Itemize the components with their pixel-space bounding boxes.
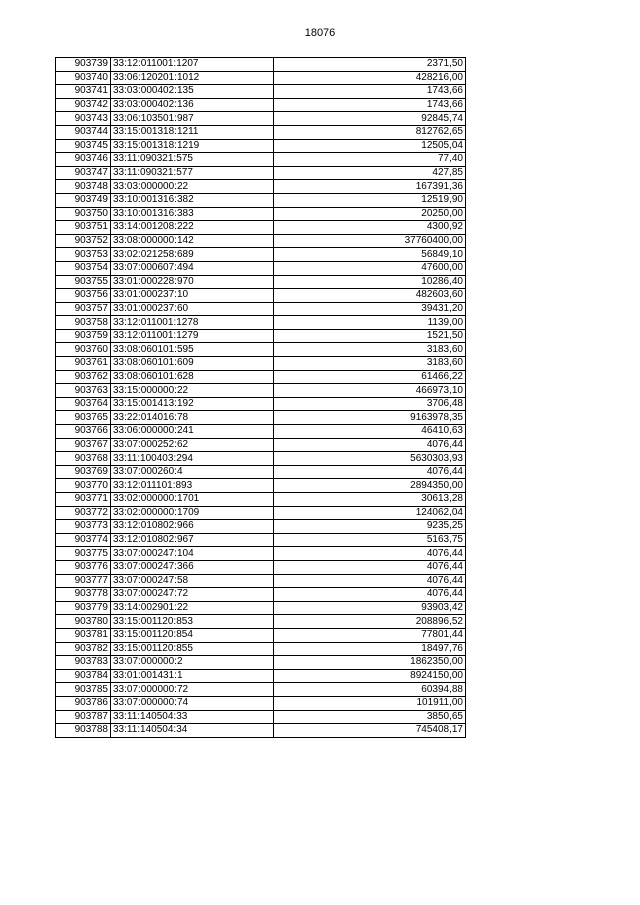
table-row [56,588,466,602]
cadastral-number-cell: 33:06:120201:1012 [111,71,274,85]
cadastral-value-cell: 60394,88 [274,683,466,697]
cadastral-value-cell: 9163978,35 [274,411,466,425]
cadastral-number-cell: 33:11:140504:34 [111,724,274,738]
row-number-cell: 903770 [56,479,111,493]
table-row [56,397,466,411]
cadastral-number-cell: 33:15:001120:854 [111,628,274,642]
cadastral-number-cell: 33:02:000000:1701 [111,493,274,507]
table-row [56,560,466,574]
row-number-cell: 903743 [56,112,111,126]
table-row [56,112,466,126]
cadastral-value-cell: 812762,65 [274,125,466,139]
cadastral-value-cell: 61466,22 [274,370,466,384]
cadastral-number-cell: 33:07:000607:494 [111,261,274,275]
cadastral-value-cell: 101911,00 [274,696,466,710]
cadastral-number-cell: 33:08:060101:595 [111,343,274,357]
cadastral-value-cell: 47600,00 [274,261,466,275]
cadastral-number-cell: 33:11:090321:575 [111,153,274,167]
row-number-cell: 903758 [56,316,111,330]
cadastral-number-cell: 33:22:014016:78 [111,411,274,425]
table-row [56,425,466,439]
table-row [56,370,466,384]
row-number-cell: 903740 [56,71,111,85]
row-number-cell: 903766 [56,425,111,439]
cadastral-number-cell: 33:08:060101:609 [111,357,274,371]
table-row [56,207,466,221]
page-number: 18076 [304,27,336,39]
table-row [56,601,466,615]
cadastral-number-cell: 33:11:140504:33 [111,710,274,724]
table-row [56,628,466,642]
cadastral-value-cell: 1743,66 [274,85,466,99]
cadastral-value-cell: 1521,50 [274,329,466,343]
cadastral-value-cell: 5630303,93 [274,452,466,466]
table-row [56,384,466,398]
row-number-cell: 903759 [56,329,111,343]
table-row [56,642,466,656]
table-row [56,302,466,316]
table-row [56,493,466,507]
table-row [56,696,466,710]
cadastral-value-cell: 37760400,00 [274,234,466,248]
cadastral-value-cell: 167391,36 [274,180,466,194]
cadastral-number-cell: 33:11:100403:294 [111,452,274,466]
row-number-cell: 903741 [56,85,111,99]
cadastral-number-cell: 33:15:001120:855 [111,642,274,656]
cadastral-number-cell: 33:08:060101:628 [111,370,274,384]
cadastral-number-cell: 33:12:011001:1279 [111,329,274,343]
row-number-cell: 903780 [56,615,111,629]
cadastral-value-cell: 745408,17 [274,724,466,738]
row-number-cell: 903775 [56,547,111,561]
cadastral-value-cell: 56849,10 [274,248,466,262]
row-number-cell: 903765 [56,411,111,425]
cadastral-value-cell: 4076,44 [274,574,466,588]
cadastral-value-cell: 20250,00 [274,207,466,221]
cadastral-value-cell: 2371,50 [274,58,466,72]
table-row [56,574,466,588]
table-row [56,438,466,452]
table-row [56,547,466,561]
row-number-cell: 903757 [56,302,111,316]
row-number-cell: 903762 [56,370,111,384]
row-number-cell: 903753 [56,248,111,262]
cadastral-number-cell: 33:15:001413:192 [111,397,274,411]
cadastral-number-cell: 33:12:010802:966 [111,520,274,534]
cadastral-number-cell: 33:14:001208:222 [111,221,274,235]
table-row [56,248,466,262]
cadastral-number-cell: 33:01:000237:10 [111,289,274,303]
table-row [56,479,466,493]
cadastral-value-cell: 482603,60 [274,289,466,303]
row-number-cell: 903769 [56,465,111,479]
row-number-cell: 903774 [56,533,111,547]
table-row [56,234,466,248]
row-number-cell: 903787 [56,710,111,724]
cadastral-number-cell: 33:07:000000:72 [111,683,274,697]
row-number-cell: 903747 [56,166,111,180]
table-row [56,683,466,697]
cadastral-value-cell: 8924150,00 [274,669,466,683]
table-row [56,343,466,357]
row-number-cell: 903776 [56,560,111,574]
row-number-cell: 903778 [56,588,111,602]
table-row [56,316,466,330]
row-number-cell: 903777 [56,574,111,588]
cadastral-value-cell: 39431,20 [274,302,466,316]
cadastral-value-cell: 427,85 [274,166,466,180]
cadastral-value-cell: 2894350,00 [274,479,466,493]
table-row [56,85,466,99]
cadastral-number-cell: 33:01:000237:60 [111,302,274,316]
cadastral-value-cell: 4076,44 [274,588,466,602]
row-number-cell: 903744 [56,125,111,139]
row-number-cell: 903786 [56,696,111,710]
row-number-cell: 903748 [56,180,111,194]
table-row [56,710,466,724]
cadastral-number-cell: 33:15:001120:853 [111,615,274,629]
cadastral-number-cell: 33:07:000000:2 [111,656,274,670]
cadastral-value-cell: 9235,25 [274,520,466,534]
cadastral-number-cell: 33:06:000000:241 [111,425,274,439]
cadastral-value-cell: 5163,75 [274,533,466,547]
cadastral-value-table [55,57,466,738]
cadastral-number-cell: 33:01:001431:1 [111,669,274,683]
table-row [56,98,466,112]
cadastral-number-cell: 33:10:001316:383 [111,207,274,221]
row-number-cell: 903772 [56,506,111,520]
row-number-cell: 903768 [56,452,111,466]
table-row [56,465,466,479]
cadastral-number-cell: 33:07:000247:58 [111,574,274,588]
row-number-cell: 903751 [56,221,111,235]
cadastral-number-cell: 33:12:010802:967 [111,533,274,547]
row-number-cell: 903785 [56,683,111,697]
row-number-cell: 903754 [56,261,111,275]
row-number-cell: 903739 [56,58,111,72]
table-row [56,669,466,683]
cadastral-value-cell: 4076,44 [274,560,466,574]
cadastral-number-cell: 33:06:103501:987 [111,112,274,126]
table-row [56,58,466,72]
table-row [56,261,466,275]
cadastral-value-cell: 1139,00 [274,316,466,330]
cadastral-value-cell: 4076,44 [274,547,466,561]
row-number-cell: 903782 [56,642,111,656]
table-row [56,724,466,738]
row-number-cell: 903784 [56,669,111,683]
cadastral-value-cell: 124062,04 [274,506,466,520]
table-row [56,153,466,167]
row-number-cell: 903746 [56,153,111,167]
row-number-cell: 903779 [56,601,111,615]
cadastral-number-cell: 33:07:000247:366 [111,560,274,574]
table-row [56,180,466,194]
cadastral-value-cell: 77,40 [274,153,466,167]
cadastral-number-cell: 33:12:011001:1207 [111,58,274,72]
row-number-cell: 903781 [56,628,111,642]
row-number-cell: 903750 [56,207,111,221]
cadastral-value-cell: 46410,63 [274,425,466,439]
cadastral-number-cell: 33:03:000000:22 [111,180,274,194]
cadastral-number-cell: 33:02:000000:1709 [111,506,274,520]
row-number-cell: 903783 [56,656,111,670]
table-row [56,275,466,289]
table-row [56,71,466,85]
cadastral-value-cell: 12519,90 [274,193,466,207]
cadastral-value-cell: 3850,65 [274,710,466,724]
table-row [56,452,466,466]
cadastral-value-cell: 3706,48 [274,397,466,411]
table-row [56,139,466,153]
cadastral-number-cell: 33:08:000000:142 [111,234,274,248]
table-row [56,289,466,303]
table-row [56,221,466,235]
cadastral-value-cell: 466973,10 [274,384,466,398]
cadastral-number-cell: 33:03:000402:136 [111,98,274,112]
cadastral-value-cell: 1743,66 [274,98,466,112]
cadastral-number-cell: 33:07:000247:104 [111,547,274,561]
row-number-cell: 903761 [56,357,111,371]
cadastral-number-cell: 33:01:000228:970 [111,275,274,289]
cadastral-number-cell: 33:14:002901:22 [111,601,274,615]
table-row [56,357,466,371]
row-number-cell: 903749 [56,193,111,207]
cadastral-value-cell: 10286,40 [274,275,466,289]
cadastral-value-cell: 208896,52 [274,615,466,629]
cadastral-value-cell: 4300,92 [274,221,466,235]
cadastral-number-cell: 33:15:001318:1219 [111,139,274,153]
cadastral-value-cell: 12505,04 [274,139,466,153]
cadastral-value-cell: 77801,44 [274,628,466,642]
cadastral-value-cell: 18497,76 [274,642,466,656]
row-number-cell: 903773 [56,520,111,534]
cadastral-number-cell: 33:12:011001:1278 [111,316,274,330]
cadastral-value-cell: 92845,74 [274,112,466,126]
cadastral-number-cell: 33:07:000260:4 [111,465,274,479]
table-row [56,125,466,139]
row-number-cell: 903752 [56,234,111,248]
table-body [56,58,466,738]
row-number-cell: 903788 [56,724,111,738]
table-row [56,533,466,547]
cadastral-number-cell: 33:10:001316:382 [111,193,274,207]
row-number-cell: 903745 [56,139,111,153]
cadastral-number-cell: 33:15:000000:22 [111,384,274,398]
table-row [56,506,466,520]
table-row [56,166,466,180]
row-number-cell: 903763 [56,384,111,398]
cadastral-number-cell: 33:11:090321:577 [111,166,274,180]
cadastral-value-cell: 3183,60 [274,343,466,357]
cadastral-value-cell: 428216,00 [274,71,466,85]
row-number-cell: 903771 [56,493,111,507]
row-number-cell: 903767 [56,438,111,452]
cadastral-number-cell: 33:03:000402:135 [111,85,274,99]
table-row [56,615,466,629]
cadastral-value-cell: 4076,44 [274,465,466,479]
cadastral-number-cell: 33:02:021258:689 [111,248,274,262]
cadastral-number-cell: 33:12:011101:893 [111,479,274,493]
row-number-cell: 903756 [56,289,111,303]
table-row [56,193,466,207]
row-number-cell: 903755 [56,275,111,289]
row-number-cell: 903742 [56,98,111,112]
cadastral-number-cell: 33:07:000247:72 [111,588,274,602]
cadastral-number-cell: 33:07:000252:62 [111,438,274,452]
cadastral-value-cell: 30613,28 [274,493,466,507]
row-number-cell: 903764 [56,397,111,411]
table-row [56,656,466,670]
table-row [56,411,466,425]
row-number-cell: 903760 [56,343,111,357]
cadastral-number-cell: 33:15:001318:1211 [111,125,274,139]
cadastral-value-cell: 93903,42 [274,601,466,615]
cadastral-value-cell: 4076,44 [274,438,466,452]
table-row [56,520,466,534]
cadastral-value-cell: 3183,60 [274,357,466,371]
cadastral-number-cell: 33:07:000000:74 [111,696,274,710]
cadastral-value-cell: 1862350,00 [274,656,466,670]
table-row [56,329,466,343]
